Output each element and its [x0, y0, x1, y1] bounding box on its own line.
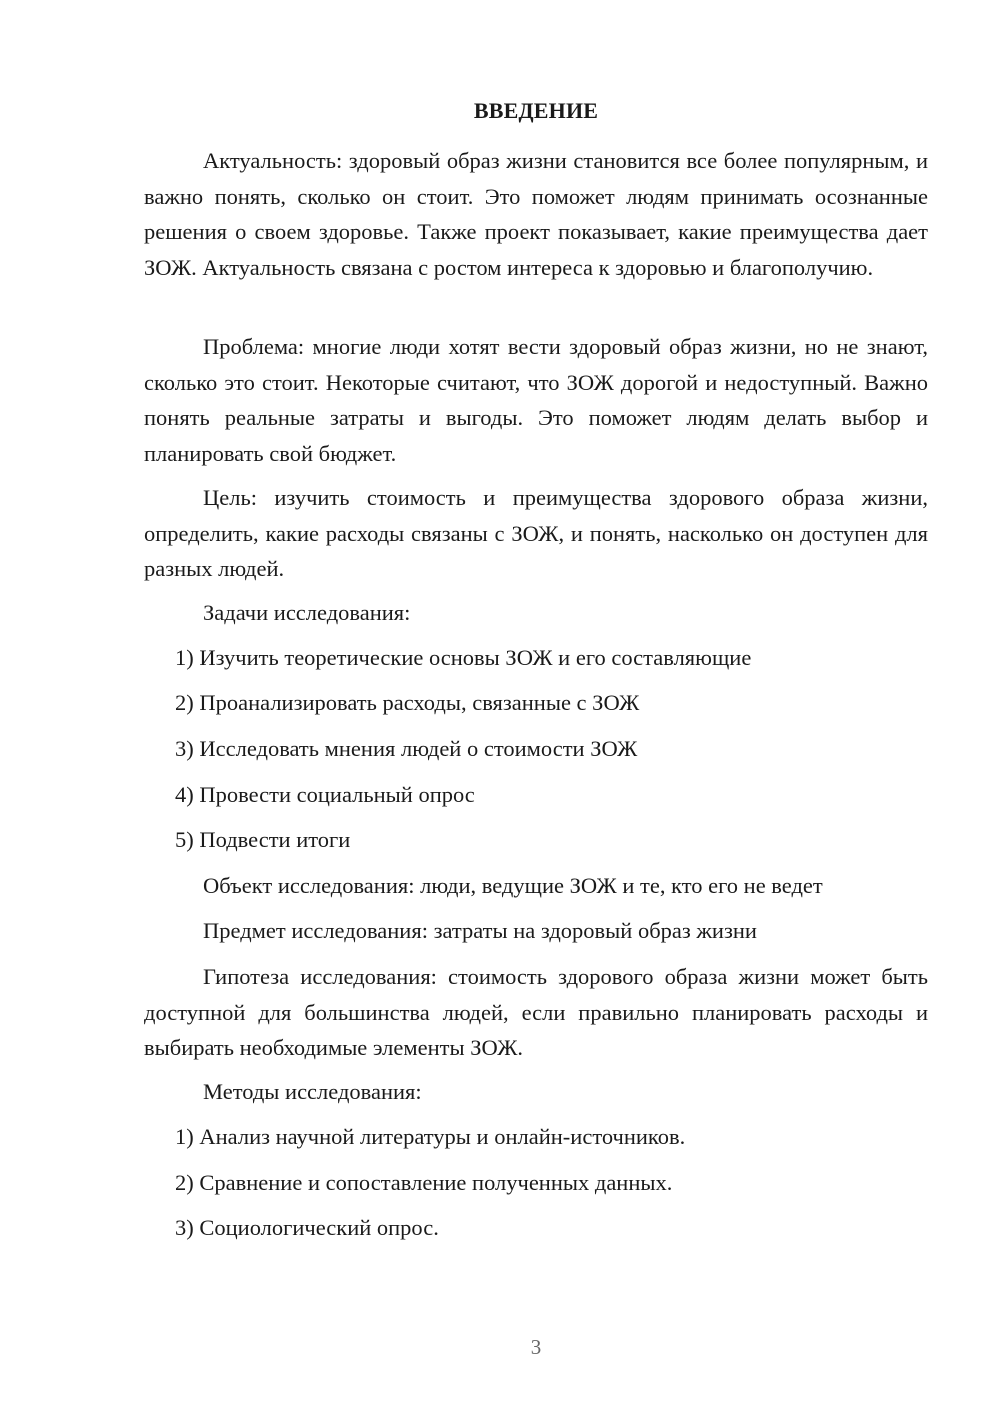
hypothesis-paragraph: Гипотеза исследования: стоимость здорового образа жизни может быть доступной для большинства людей, если правильно планировать расходы и выбирать необходимые элементы ЗОЖ. — [144, 964, 928, 1060]
task-item: 3) Исследовать мнения людей о стоимости ЗОЖ — [175, 736, 638, 761]
task-item: 1) Изучить теоретические основы ЗОЖ и его составляющие — [175, 645, 752, 670]
relevance-paragraph: Актуальность: здоровый образ жизни становится все более популярным, и важно понять, сколько он стоит. Это поможет людям принимать осознанные решения о своем здоровье. Также проект показывает, какие преимущества дает ЗОЖ. Актуальность связана с ростом интереса к здоровью и благополучию. — [144, 148, 928, 280]
methods-title: Методы исследования: — [203, 1079, 422, 1104]
research-subject: Предмет исследования: затраты на здоровый образ жизни — [203, 918, 757, 943]
method-item: 3) Социологический опрос. — [175, 1215, 439, 1240]
problem-paragraph: Проблема: многие люди хотят вести здоровый образ жизни, но не знают, сколько это стоит. Некоторые считают, что ЗОЖ дорогой и недоступный. Важно понять реальные затраты и выгоды. Это поможет людям делать выбор и планировать свой бюджет. — [144, 334, 928, 466]
goal-paragraph: Цель: изучить стоимость и преимущества здорового образа жизни, определить, какие расходы связаны с ЗОЖ, и понять, насколько он доступен для разных людей. — [144, 485, 928, 581]
task-item: 5) Подвести итоги — [175, 827, 351, 852]
page-number: 3 — [530, 1335, 542, 1359]
section-heading: ВВЕДЕНИЕ — [473, 98, 599, 123]
task-item: 4) Провести социальный опрос — [175, 782, 475, 807]
tasks-title: Задачи исследования: — [203, 600, 411, 625]
method-item: 2) Сравнение и сопоставление полученных данных. — [175, 1170, 673, 1195]
task-item: 2) Проанализировать расходы, связанные с ЗОЖ — [175, 690, 640, 715]
research-object: Объект исследования: люди, ведущие ЗОЖ и те, кто его не ведет — [203, 873, 823, 898]
method-item: 1) Анализ научной литературы и онлайн-источников. — [175, 1124, 686, 1149]
